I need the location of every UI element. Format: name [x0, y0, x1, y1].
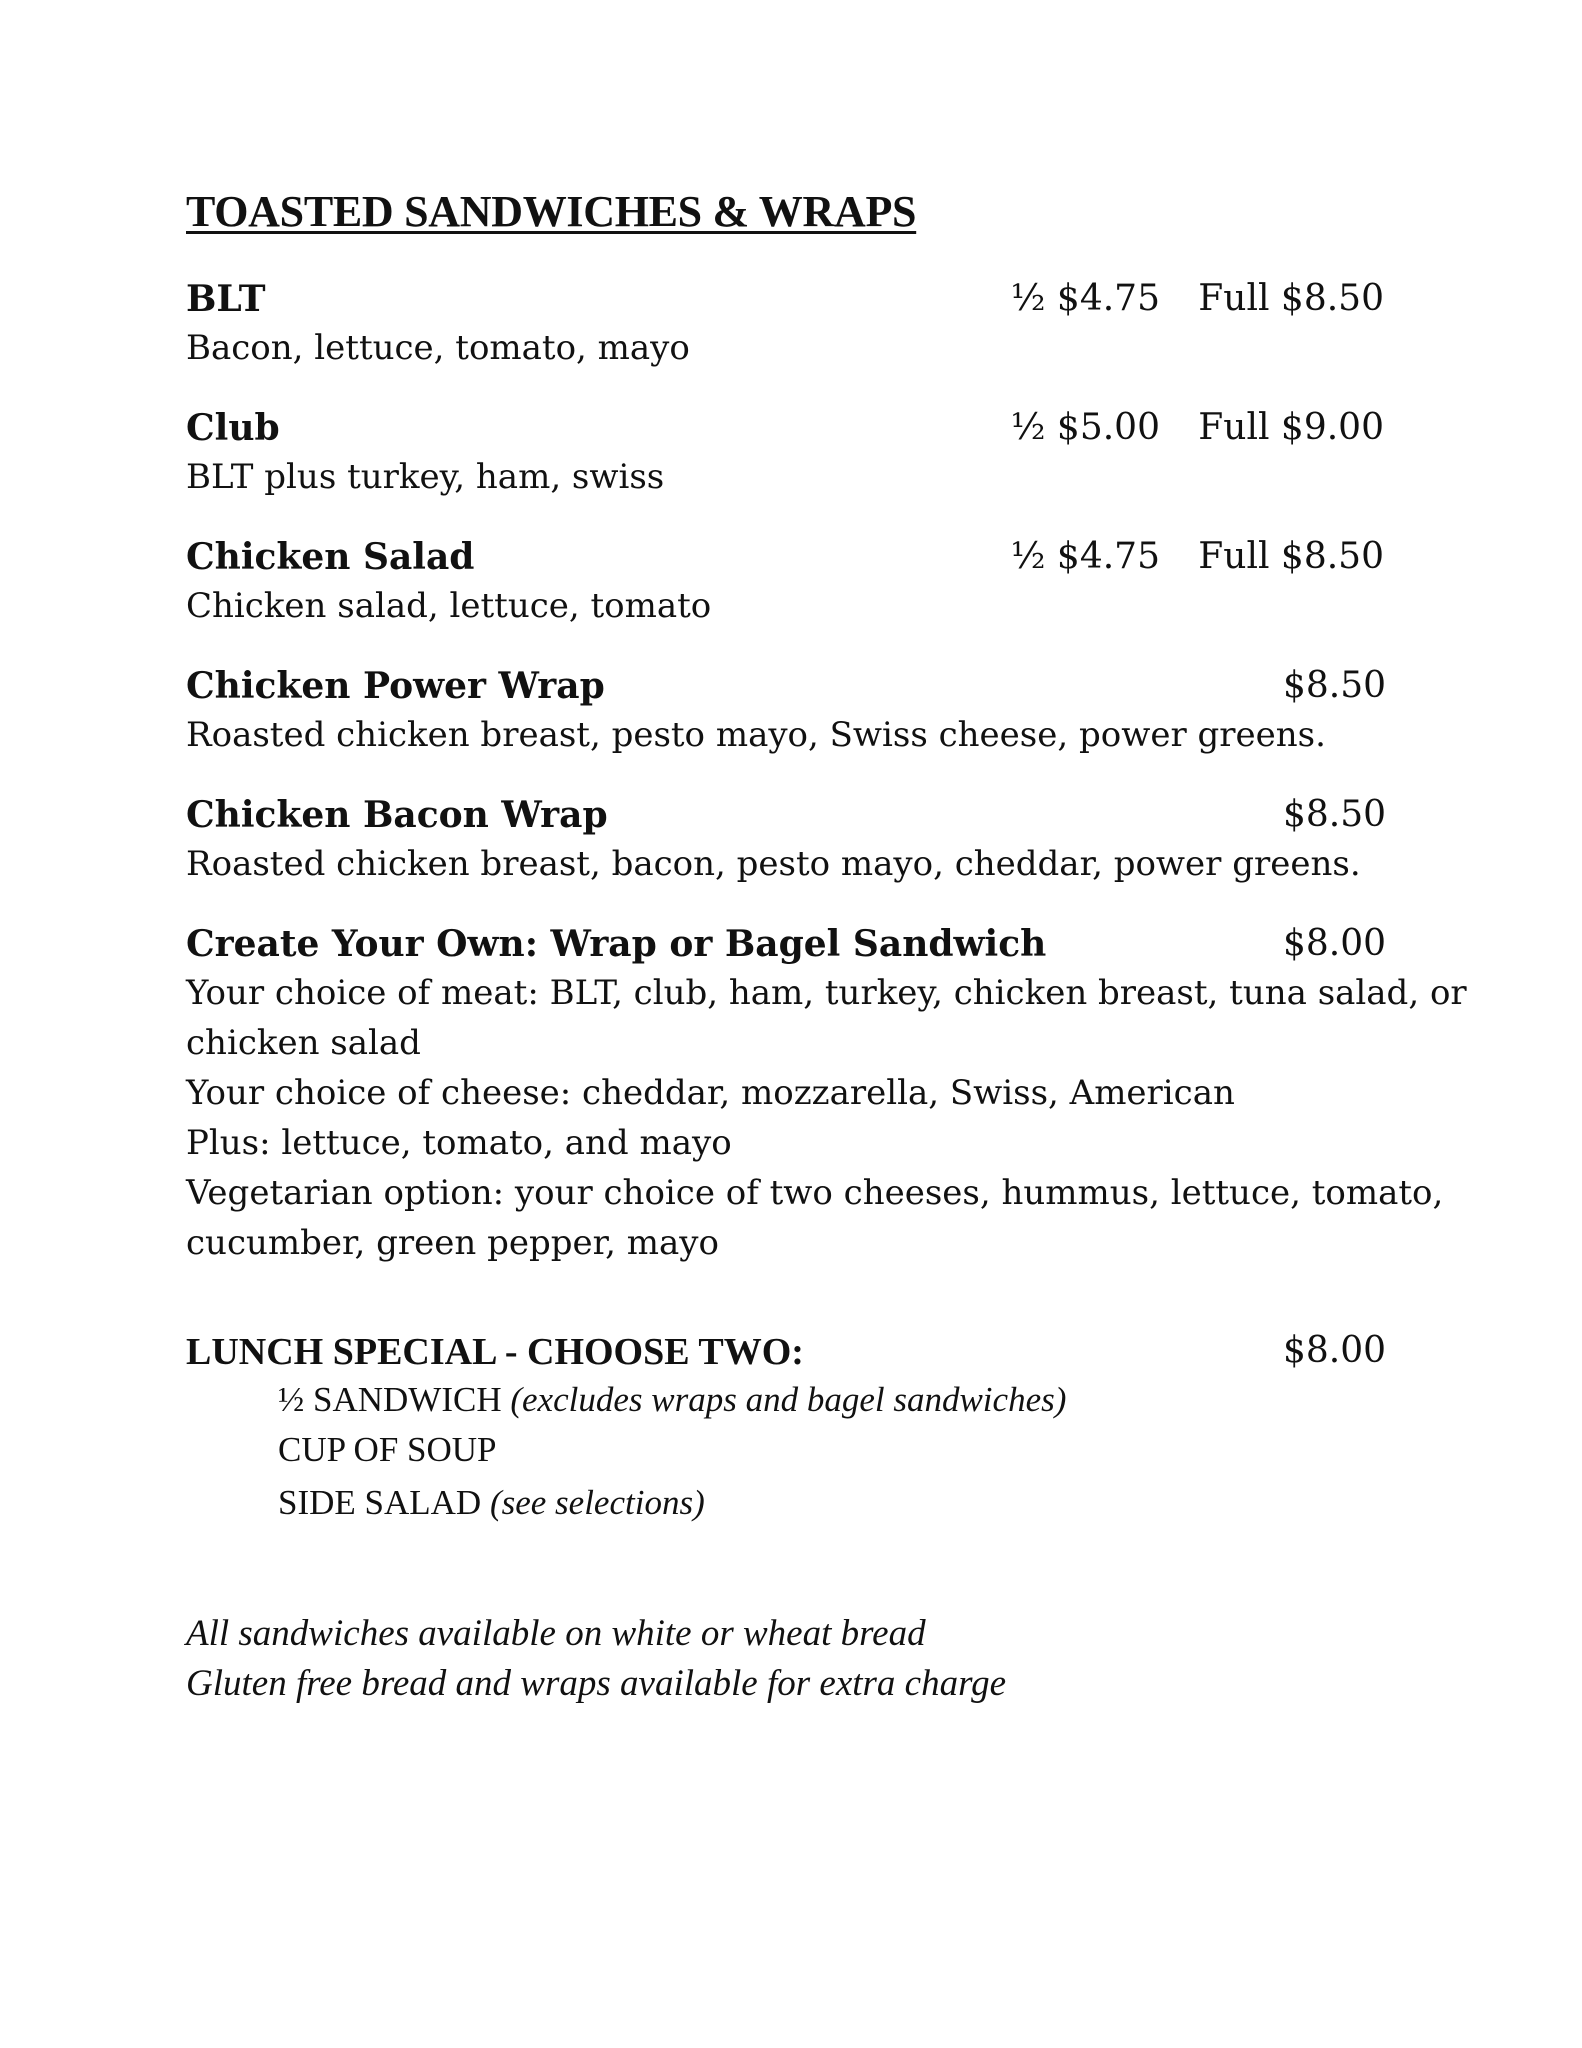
item-price-half-blt: ½ $4.75 — [1010, 278, 1160, 319]
lunch-special-option-label: ½ SANDWICH — [278, 1380, 502, 1419]
item-price-full-blt: Full $8.50 — [1198, 278, 1384, 319]
lunch-special-option-note: (see selections) — [489, 1483, 705, 1522]
item-price-half-chicken-salad: ½ $4.75 — [1010, 536, 1160, 577]
bread-note: All sandwiches available on white or wheat bread — [186, 1613, 926, 1654]
item-desc-line: Your choice of cheese: cheddar, mozzarella, Swiss, American — [186, 1073, 1235, 1113]
item-desc-line: cucumber, green pepper, mayo — [186, 1223, 719, 1263]
lunch-special-option — [278, 1430, 497, 1470]
item-price-chicken-bacon-wrap: $8.50 — [1282, 794, 1386, 835]
item-name-blt: BLT — [186, 278, 266, 320]
item-name-chicken-power-wrap: Chicken Power Wrap — [186, 665, 605, 707]
lunch-special-price: $8.00 — [1282, 1330, 1386, 1371]
menu-title: TOASTED SANDWICHES & WRAPS — [186, 187, 917, 236]
item-price-half-club: ½ $5.00 — [1010, 407, 1160, 448]
item-price-full-chicken-salad: Full $8.50 — [1198, 536, 1384, 577]
item-name-club: Club — [186, 407, 280, 449]
item-desc-club: BLT plus turkey, ham, swiss — [186, 457, 665, 497]
item-desc-line: chicken salad — [186, 1023, 421, 1063]
item-name-chicken-salad: Chicken Salad — [186, 536, 475, 578]
gluten-free-note: Gluten free bread and wraps available for extra charge — [186, 1663, 1007, 1704]
item-name-chicken-bacon-wrap: Chicken Bacon Wrap — [186, 794, 608, 836]
item-desc-line: Vegetarian option: your choice of two cheeses, hummus, lettuce, tomato, — [186, 1173, 1444, 1213]
lunch-special-heading: LUNCH SPECIAL - CHOOSE TWO: — [186, 1331, 804, 1373]
item-price-create-your-own: $8.00 — [1282, 923, 1386, 964]
lunch-special-option-note: (excludes wraps and bagel sandwiches) — [510, 1380, 1067, 1419]
item-desc-blt: Bacon, lettuce, tomato, mayo — [186, 328, 690, 368]
item-price-chicken-power-wrap: $8.50 — [1282, 665, 1386, 706]
item-desc-chicken-salad: Chicken salad, lettuce, tomato — [186, 586, 712, 626]
lunch-special-option-label: SIDE SALAD — [278, 1483, 482, 1522]
lunch-special-option-label: CUP OF SOUP — [278, 1430, 497, 1469]
item-desc-chicken-bacon-wrap: Roasted chicken breast, bacon, pesto mayo, cheddar, power greens. — [186, 844, 1361, 884]
item-price-full-club: Full $9.00 — [1198, 407, 1384, 448]
item-name-create-your-own: Create Your Own: Wrap or Bagel Sandwich — [186, 923, 1047, 965]
item-desc-line: Your choice of meat: BLT, club, ham, turkey, chicken breast, tuna salad, or — [186, 973, 1467, 1013]
lunch-special-option — [278, 1380, 1066, 1420]
lunch-special-option — [278, 1483, 705, 1523]
item-desc-chicken-power-wrap: Roasted chicken breast, pesto mayo, Swiss cheese, power greens. — [186, 715, 1326, 755]
item-desc-line: Plus: lettuce, tomato, and mayo — [186, 1123, 732, 1163]
